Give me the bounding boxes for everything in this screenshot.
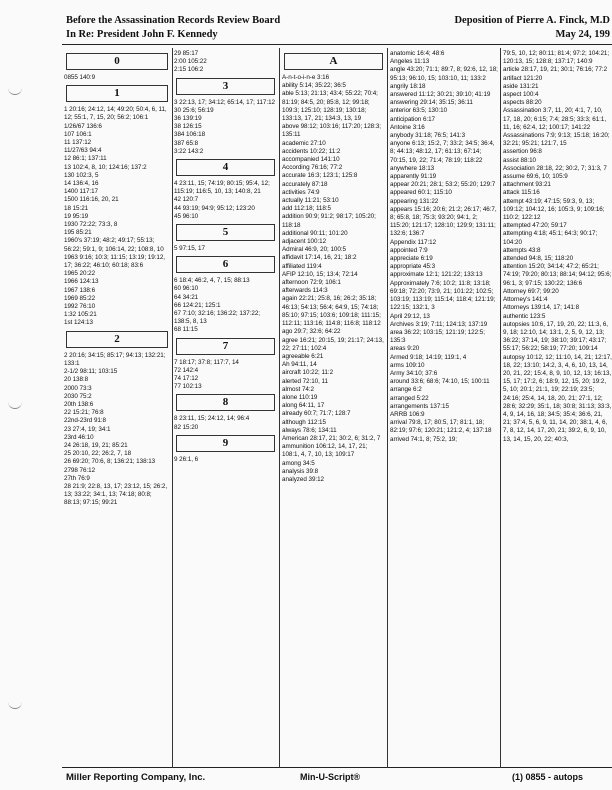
index-entry: angrily 18:18 <box>390 82 426 90</box>
index-entry: ago 29:7; 32:6; 64:22 <box>282 328 341 336</box>
index-entry: Antoine 3:16 <box>390 123 425 131</box>
index-entry: addition 90:9; 91:2; 98:17; 105:20; 118:18 <box>282 213 376 229</box>
deposition-date: May 24, 199 <box>555 29 610 40</box>
index-entry: affidavit 17:14, 16, 21; 18:2 <box>282 254 357 262</box>
index-entry: arrangements 137:15 <box>390 402 449 410</box>
index-entry: attempted 47:20; 59:17 <box>503 222 567 230</box>
index-entry: analyzed 39:12 <box>282 475 325 483</box>
index-entry: anyone 6:13; 15:2, 7; 33:2; 34:5; 36:4, 8; 44:13; 48:12, 17; 61:13; 67:14; 70:15, 19, 22; 71:4; 78:19; 118:22 <box>390 140 495 164</box>
index-entry: angle 43:20; 71:1; 89:7, 8; 92:6, 12, 18; 95:13; 96:10, 15; 103:10, 11; 133:2 <box>390 66 498 82</box>
index-entry: authentic 123:5 <box>503 312 546 320</box>
reporting-company: Miller Reporting Company, Inc. <box>66 772 206 783</box>
index-entry: 1969 85:22 <box>64 294 96 302</box>
index-entry: 4 23:11, 15; 74:19; 80:15; 95:4, 12; 115:19; 116:5, 10, 13; 140:8, 21 <box>174 180 270 196</box>
index-entry: 130 102:3, 5 <box>64 171 99 179</box>
header-rule <box>62 44 612 45</box>
index-entry: 107 106:1 <box>64 130 92 138</box>
index-entry: alerted 72:10, 11 <box>282 377 328 385</box>
index-entry: April 29:12, 13 <box>390 312 430 320</box>
index-entry: Attorneys 139:14, 17; 141:8 <box>503 304 580 312</box>
index-entry: 11 137:12 <box>64 139 92 147</box>
index-entry: affiliated 119:4 <box>282 262 322 270</box>
index-entry: 1500 116:16, 20, 21 <box>64 196 119 204</box>
index-entry: 72 142:4 <box>174 366 199 374</box>
index-entry: attempt 43:19; 47:15; 59:3, 9, 13; 109:12; 104:12, 16; 105:3, 9; 109:16; 110:2; 122:12 <box>503 197 605 222</box>
index-entry: 1963 9:16; 10:3; 11:15; 13:19; 19:12, 17; 36:22; 46:10; 60:18; 83:6 <box>64 253 165 270</box>
index-entry: 13 102:4, 8, 10; 124:16; 137:2 <box>64 163 147 171</box>
index-entry: anybody 31:18; 76:5; 141:3 <box>390 132 466 140</box>
index-entry: Attorney's 141:4 <box>503 296 548 304</box>
index-entry: Assassination 3:7, 11, 20; 4:1, 7, 10, 17, 18, 20; 6:15; 7:4; 28:5; 33:3; 61:1, 11, 16; 62:4, 12; 100:17; 141:22 <box>503 107 607 131</box>
index-entry: 27th 76:9 <box>64 474 90 482</box>
index-entry: 36 139:19 <box>174 115 202 123</box>
index-entry: ability 5:14; 35:22; 36:5 <box>282 82 346 90</box>
index-entry: 387 65:8 <box>174 139 199 147</box>
index-entry: AFIP 12:10, 15; 13:4; 72:14 <box>282 270 358 278</box>
letter-section-heading: 2 <box>66 331 168 348</box>
index-entry: 82 15:20 <box>174 423 199 431</box>
index-entry: 42 120:7 <box>174 196 199 204</box>
index-entry: autopsies 10:6, 17, 19, 20, 22; 11:3, 6, 9, 18; 12:10, 14; 13:1, 2, 5, 9, 12, 13; 36:22; 37:14, 19; 38:10; 39:17; 43:17; 55:17; 56:22; 58:19; 77:20; 109:14 <box>503 320 609 353</box>
index-entry: alone 110:19 <box>282 393 318 401</box>
index-entry: According 76:16; 77:2 <box>282 164 343 172</box>
index-entry: 12 86:1; 137:11 <box>64 155 107 163</box>
index-entry: 29 85:17 <box>174 50 199 57</box>
index-entry: approximate 12:1; 121:22; 133:13 <box>390 271 483 279</box>
index-entry: add 112:18; 118:5 <box>282 205 331 213</box>
product-name: Min-U-Script® <box>300 772 361 782</box>
index-entry: 1/26/67 136:6 <box>64 122 102 130</box>
index-entry: A-n-t-o-i-n-e 3:16 <box>282 74 330 81</box>
index-entry: American 28:17, 21; 30:2, 6; 31:2, 7 <box>282 434 381 442</box>
index-entry: always 78:6; 134:11 <box>282 426 337 434</box>
index-entry: Admiral 46:9, 20; 100:5 <box>282 246 346 254</box>
index-entry: 1966 124:13 <box>64 278 99 286</box>
index-entry: 67 7:10; 32:16; 136:22; 137:22; 138:5, 8, 13 <box>174 310 260 326</box>
index-entry: aspect 100:4 <box>503 91 539 99</box>
index-entry: assist 88:10 <box>503 156 537 164</box>
index-entry: academic 27:10 <box>282 139 326 147</box>
index-entry: analysis 39:8 <box>282 467 319 475</box>
index-entry: aspects 88:20 <box>503 99 542 107</box>
index-entry: 2 20:16; 34:15; 85:17; 94:13; 132:21; 133:1 <box>64 351 166 367</box>
index-entry: area 36:22; 103:15; 121:19; 122:5; 135:3 <box>390 328 485 345</box>
index-entry: almost 74:2 <box>282 385 315 393</box>
index-entry: 77 102:13 <box>174 383 202 391</box>
index-entry: assume 69:6, 10; 105:9 <box>503 173 568 181</box>
index-entry: accompanied 141:10 <box>282 156 340 164</box>
index-entry: answered 11:12; 30:21; 39:10; 41:19 <box>390 91 491 99</box>
header-left <box>66 14 280 42</box>
index-entry: attack 115:16 <box>503 189 540 197</box>
index-entry: 22nd-23rd 91:8 <box>64 417 107 425</box>
index-entry: 1:32 105:21 <box>64 311 97 319</box>
index-entry: again 22:21; 25:8, 16; 26:2; 35:18; 46:13; 54:13; 56:4; 64:9, 15; 74:18; 85:10; 97:15; 103:6; 109:18; 111:15; 112:11; 113:16; 114:8; 116:8; 118:12 <box>282 295 381 328</box>
index-entry: 3:22 143:2 <box>174 147 204 155</box>
letter-section-heading: 7 <box>176 338 275 355</box>
index-entry: 3 22:13, 17; 34:12; 65:14, 17; 117:12 <box>174 98 275 106</box>
index-column-4 <box>390 50 498 766</box>
index-entry: anatomic 16:4; 48:6 <box>390 50 445 57</box>
index-column-2 <box>174 50 277 766</box>
index-entry: 0855 140:9 <box>64 74 96 81</box>
letter-section-heading: 1 <box>66 85 168 102</box>
column-divider <box>500 48 501 768</box>
index-entry: appeared 60:1; 115:10 <box>390 189 452 197</box>
index-entry: answering 29:14; 35:15; 36:11 <box>390 99 473 107</box>
index-entry: 1960's 37:19; 48:2; 49:17; 55:13; 56:22; 59:1, 9; 106:14, 22; 108:8, 10 <box>64 237 164 253</box>
index-entry: 44 93:19; 94:9; 95:12; 123:20 <box>174 204 255 212</box>
index-entry: Angeles 11:13 <box>390 58 430 66</box>
letter-section-heading: 6 <box>176 256 275 273</box>
index-entry: along 64:11, 17 <box>282 402 325 410</box>
index-entry: 24 26:18, 19, 21; 85:21 <box>64 441 128 449</box>
deposition-title: Deposition of Pierre A. Finck, M.D <box>454 15 610 26</box>
index-column-1 <box>64 50 170 766</box>
index-entry: 19 95:19 <box>64 212 89 220</box>
letter-section-heading: A <box>284 53 383 70</box>
index-entry: adjacent 100:12 <box>282 238 327 246</box>
page-range: (1) 0855 - autops <box>512 772 584 782</box>
index-entry: 1992 76:10 <box>64 303 96 311</box>
header-right <box>454 14 610 42</box>
index-entry: accurately 87:18 <box>282 180 328 188</box>
letter-section-heading: 9 <box>176 435 275 452</box>
index-entry: Approximately 7:6; 10:2; 11:8; 13:18; 69:18; 72:20; 73:9, 21; 101:22; 102:5; 103:19; 113:19; 115:14; 118:4; 121:19; 122:15; 132:1, 3 <box>390 279 496 312</box>
index-entry: aircraft 10:22; 11:2 <box>282 369 334 377</box>
index-entry: 30 25:6; 56:19 <box>174 106 214 114</box>
index-entry: appear 20:21; 28:1; 53:2; 55:20; 129:7 <box>390 181 496 189</box>
index-entry: anterior 63:5; 130:10 <box>390 107 448 115</box>
index-entry: attempting 4:18; 45:1; 64:3; 90:17; 104:20 <box>503 230 598 246</box>
index-entry: 18 15:21 <box>64 204 89 212</box>
index-entry: arms 109:10 <box>390 361 425 369</box>
index-entry: 5 97:15, 17 <box>174 245 205 253</box>
index-entry: Assassinations 7:9; 9:13; 15:18; 16:20; 32:21; 95:21; 121:7, 15 <box>503 132 610 148</box>
index-entry: 8 23:11, 15; 24:12, 14; 96:4 <box>174 415 250 423</box>
hole-punch-mark <box>8 86 22 95</box>
index-entry: 74 17:12 <box>174 375 199 383</box>
letter-section-heading: 3 <box>176 78 275 95</box>
column-divider <box>279 48 280 768</box>
index-entry: 1965 20:22 <box>64 270 96 278</box>
index-entry: attended 94:8, 15; 118:20 <box>503 255 574 263</box>
index-column-3 <box>282 50 385 766</box>
index-entry: 68 11:15 <box>174 326 198 334</box>
index-entry: 1 20:16; 24:12, 14; 49:20; 50:4, 6, 11, 12; 55:1, 7, 15, 20; 56:2; 106:1 <box>64 106 167 122</box>
index-entry: 11/27/63 94:4 <box>64 147 102 155</box>
index-entry: additional 90:11; 101:20 <box>282 229 348 237</box>
index-entry: arrange 6:2 <box>390 386 422 394</box>
case-title: In Re: President John F. Kennedy <box>66 29 218 40</box>
index-entry: 2-1/2 98:11; 103:15 <box>64 368 118 376</box>
index-entry: Army 34:10; 37:6 <box>390 369 438 377</box>
index-entry: 22 15:21; 76:8 <box>64 409 104 417</box>
index-entry: areas 9:20 <box>390 345 420 353</box>
index-entry: 9 26:1, 6 <box>174 455 199 463</box>
index-entry: 60 96:10 <box>174 285 199 293</box>
index-entry: 45 96:10 <box>174 212 199 220</box>
index-entry: 1967 138:6 <box>64 286 96 294</box>
index-entry: 2000 73:3 <box>64 384 92 392</box>
index-entry: attempts 43:8 <box>503 246 541 254</box>
index-entry: Archives 3:19; 7:11; 124:13; 137:19 <box>390 320 488 328</box>
index-entry: article 28:17, 19, 21; 30:1; 76:16; 77:2 <box>503 66 608 74</box>
index-entry: 1st 124:13 <box>64 319 93 327</box>
footer-rule <box>62 767 612 768</box>
index-entry: 38 126:15 <box>174 123 202 131</box>
index-entry: 195 85:21 <box>64 229 92 237</box>
index-entry: accurate 16:3; 123:1; 125:8 <box>282 172 358 180</box>
index-entry: around 33:6; 68:6; 74:10, 15; 100:11 <box>390 378 490 386</box>
index-entry: attachment 93:21 <box>503 181 551 189</box>
index-entry: afternoon 72:9; 106:1 <box>282 279 341 287</box>
index-entry: 26 69:20; 70:6, 8; 136:21; 138:13 <box>64 458 156 466</box>
index-entry: agree 16:21; 20:15, 19; 21:17; 24:13, 22; 27:11; 102:4 <box>282 336 384 352</box>
letter-section-heading: 8 <box>176 394 275 411</box>
index-entry: ARRB 106:9 <box>390 410 425 418</box>
column-divider <box>172 48 173 768</box>
index-entry: activities 74:9 <box>282 188 320 196</box>
index-entry: 2:15 106:2 <box>174 66 204 74</box>
index-entry: appointed 7:9 <box>390 246 428 254</box>
index-entry: Attorney 69:7; 99:20 <box>503 287 559 295</box>
index-entry: Ah 94:11, 14 <box>282 361 317 369</box>
index-entry: apparently 91:19 <box>390 173 437 181</box>
index-entry: attention 15:20; 34:14; 47:2; 65:21; 74:19; 79:20; 80:13; 88:14; 94:12; 95:6; 96:1, 3; 97:15; 130:22; 136:6 <box>503 263 612 287</box>
letter-section-heading: 4 <box>176 159 275 176</box>
index-entry: 20th 138:6 <box>64 400 94 408</box>
index-entry: ammunition 106:12, 14, 17, 21; 108:1, 4, 7, 10, 13; 109:17 <box>282 443 368 459</box>
index-entry: 1400 117:17 <box>64 188 98 196</box>
index-entry: assertion 96:8 <box>503 148 542 156</box>
index-entry: 66 124:21; 125:1 <box>174 301 221 309</box>
index-column-5 <box>503 50 612 766</box>
index-entry: appears 15:16; 20:6; 21:2; 26:17; 46:7, 8; 65:8, 18; 75:3; 93:20; 94:1, 2; 115:20; 121:17; 128:10; 129:9; 131:11; 132:6; 136:7 <box>390 205 497 238</box>
index-entry: 2798 76:12 <box>64 466 96 474</box>
index-entry: arrived 74:1, 8; 75:2, 19; <box>390 435 457 443</box>
hole-punch-mark <box>8 400 22 409</box>
index-entry: afterwards 114:3 <box>282 287 328 295</box>
index-entry: 23 27:4, 19; 34:1 <box>64 425 111 433</box>
index-entry: 28 21:9; 22:8, 13, 17; 23:12, 15; 26:2, 13; 33:22; 34:1, 13; 74:18; 80:8; 88:13; 97:15; 99:21 <box>64 482 168 507</box>
index-entry: among 34:5 <box>282 459 315 467</box>
index-entry: artifact 121:20 <box>503 74 543 82</box>
hole-punch-mark <box>8 700 22 709</box>
column-divider <box>387 48 388 768</box>
index-entry: autopsy 10:12, 12; 11:10, 14, 21; 12:17, 18, 22; 13:10; 14:2, 3, 4, 6, 10, 13, 14, 20, 21, 22; 15:4, 8, 9, 10, 12, 13; 16:13, 15, 17; 17:2, 6; 18:9, 12, 15, 20; 19:2, 5, 10; 20:1; 21:1, 19; 22:19; 23:5; 24:16; 25:4, 14, 18, 20, 21; 27:1, 12; 28:6; 32:29; 35:1, 18; 30:8; 31:13; 33:3, 4, 9, 14, 16, 18; 34:5; 35:4; 36:6, 21, 21; 37:4, 5, 6, 9, 11, 14, 20; 38:1, 4, 6, 7, 8, 12, 14, 17, 20, 21; 39:2, 6, 9, 10, 13, 14, 15, 20, 22; 40:3, <box>503 353 612 443</box>
letter-section-heading: 5 <box>176 224 275 241</box>
index-entry: already 60:7; 71:7; 128:7 <box>282 410 351 418</box>
index-entry: 2030 75:2 <box>64 392 92 400</box>
index-entry: appropriate 45:3 <box>390 263 436 271</box>
index-entry: arranged 5:22 <box>390 394 429 402</box>
index-entry: Appendix 117:12 <box>390 238 437 246</box>
index-entry: 14 136:4, 16 <box>64 180 99 188</box>
index-entry: 25 20:10, 22; 26:2, 7, 18 <box>64 450 132 458</box>
hearing-title: Before the Assassination Records Review Board <box>66 15 281 26</box>
index-entry: 23rd 46:10 <box>64 433 94 441</box>
index-entry: accidents 10:22; 11:2 <box>282 147 341 155</box>
index-entry: agreeable 6:21 <box>282 352 324 360</box>
index-entry: 20 138:8 <box>64 376 89 384</box>
letter-section-heading: 0 <box>66 53 168 70</box>
index-entry: actually 11:21; 53:10 <box>282 197 339 205</box>
index-entry: 7 18:17; 37:8; 117:7, 14 <box>174 358 239 366</box>
index-entry: 1930 72:22; 73:3, 8 <box>64 221 118 229</box>
index-entry: Armed 9:18; 14:19; 119:1, 4 <box>390 353 467 361</box>
index-entry: appearing 131:22 <box>390 197 439 205</box>
index-entry: although 112:15 <box>282 418 326 426</box>
index-entry: appreciate 6:19 <box>390 255 433 263</box>
index-entry: above 98:12; 103:16; 117:20; 128:3; 135:11 <box>282 123 381 139</box>
index-entry: aside 131:21 <box>503 82 539 90</box>
index-entry: able 5:13; 21:13; 43:4; 55:22; 70:4; 81:19; 84:5, 20; 85:8, 12; 99:18; 109:3; 125:10; 128:19; 130:18; 133:13, 17, 21; 134:3, 13, 19 <box>282 90 378 123</box>
index-entry: Association 28:18, 22; 30:2, 7; 31:3, 7 <box>503 164 607 172</box>
index-entry: arrival 79:8, 17; 80:5, 17; 81:1, 18; 82:19; 97:6; 120:21; 121:2, 4; 137:18 <box>390 419 492 435</box>
index-entry: 2:00 105:22 <box>174 58 207 66</box>
index-entry: 79:5, 10, 12; 80:11; 81:4; 97:2; 104:21; 120:13, 15; 128:8; 137:17; 140:9 <box>503 50 610 66</box>
index-entry: 6 18:4; 46:2, 4, 7, 15; 88:13 <box>174 277 250 285</box>
index-entry: anywhere 18:13 <box>390 164 435 172</box>
index-entry: anticipation 6:17 <box>390 115 436 123</box>
index-entry: 384 106:18 <box>174 131 206 139</box>
index-entry: 64 34:21 <box>174 293 199 301</box>
